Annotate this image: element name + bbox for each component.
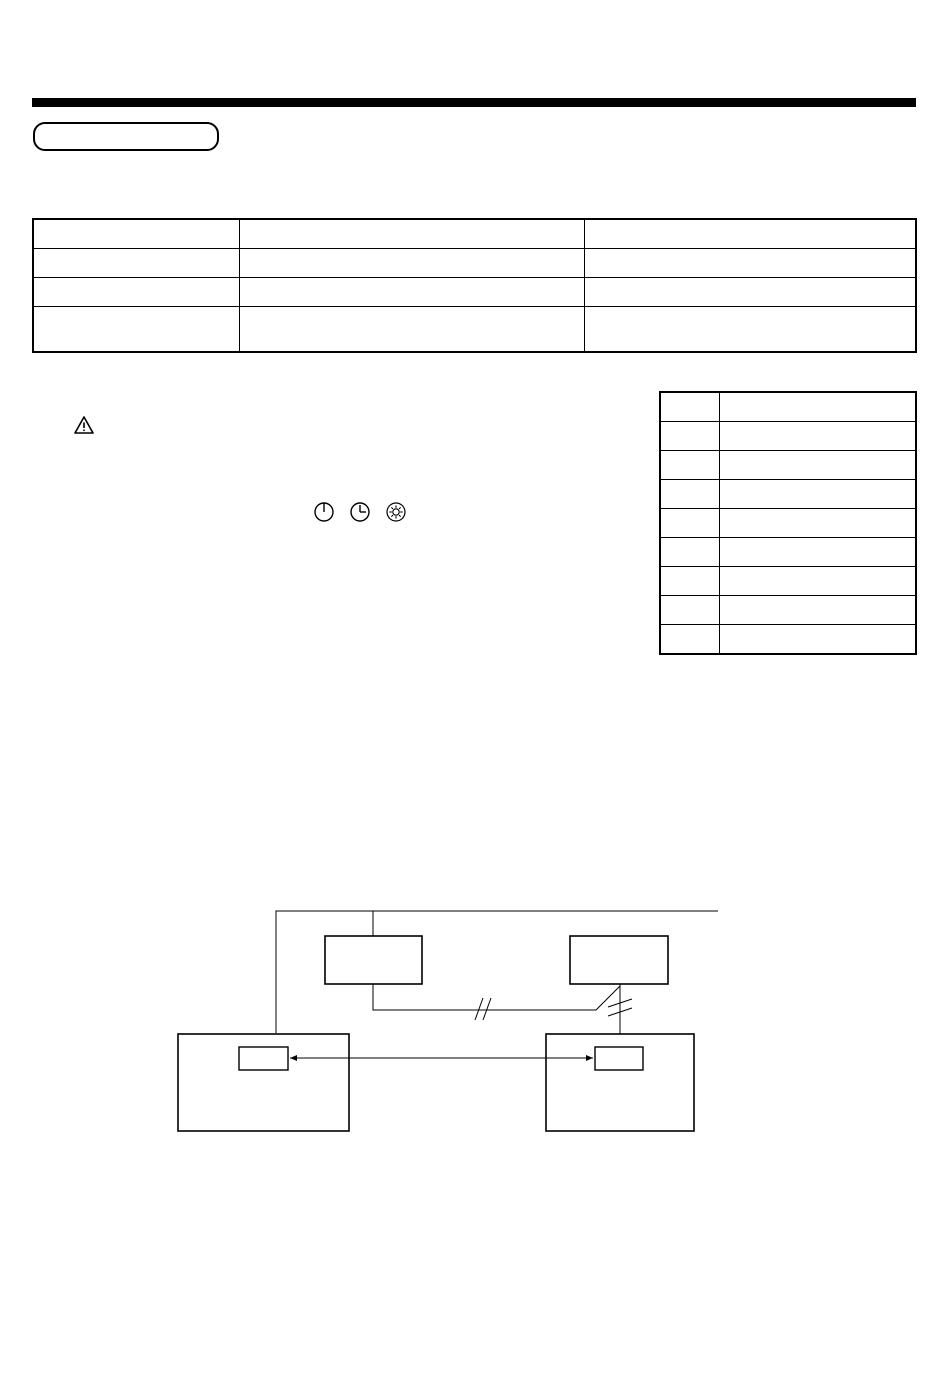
table-cell bbox=[240, 307, 585, 353]
table-row bbox=[660, 625, 916, 655]
table-cell bbox=[240, 278, 585, 307]
table-cell bbox=[660, 480, 720, 509]
table-cell bbox=[720, 596, 917, 625]
table-cell bbox=[660, 392, 720, 422]
table-cell bbox=[660, 422, 720, 451]
table-cell bbox=[660, 567, 720, 596]
table-cell bbox=[33, 219, 240, 249]
table-cell bbox=[585, 219, 917, 249]
code-table bbox=[659, 391, 917, 655]
table-cell bbox=[720, 451, 917, 480]
table-cell bbox=[33, 249, 240, 278]
table-cell bbox=[720, 538, 917, 567]
table-cell bbox=[240, 249, 585, 278]
table-row bbox=[660, 422, 916, 451]
table-cell bbox=[720, 480, 917, 509]
table-row bbox=[660, 509, 916, 538]
table-row bbox=[660, 480, 916, 509]
table-cell bbox=[660, 509, 720, 538]
table-cell bbox=[33, 307, 240, 353]
table-cell bbox=[660, 596, 720, 625]
top-rule bbox=[32, 98, 916, 107]
table-row bbox=[33, 278, 916, 307]
table-row bbox=[33, 249, 916, 278]
mode-icons bbox=[313, 501, 413, 523]
spec-table bbox=[32, 218, 917, 353]
unit-top-right bbox=[570, 936, 668, 984]
table-cell bbox=[720, 509, 917, 538]
table-row bbox=[660, 596, 916, 625]
table-row bbox=[660, 451, 916, 480]
section-tab bbox=[33, 122, 219, 151]
wiring-diagram bbox=[170, 905, 730, 1140]
terminal-right bbox=[595, 1047, 643, 1070]
table-cell bbox=[660, 625, 720, 655]
power-icon bbox=[313, 501, 335, 523]
interconnect-line bbox=[373, 984, 620, 1010]
table-cell bbox=[585, 249, 917, 278]
table-cell bbox=[585, 307, 917, 353]
table-row bbox=[660, 567, 916, 596]
table-cell bbox=[720, 422, 917, 451]
table-row bbox=[33, 219, 916, 249]
table-row bbox=[33, 307, 916, 353]
table-row bbox=[660, 538, 916, 567]
table-cell bbox=[33, 278, 240, 307]
unit-top-left bbox=[325, 936, 422, 984]
table-cell bbox=[660, 451, 720, 480]
break-mark bbox=[475, 998, 483, 1020]
timer-icon bbox=[349, 501, 371, 523]
table-cell bbox=[720, 567, 917, 596]
table-row bbox=[660, 392, 916, 422]
table-cell bbox=[720, 392, 917, 422]
break-mark bbox=[483, 998, 491, 1020]
sun-icon bbox=[385, 501, 407, 523]
terminal-left bbox=[239, 1047, 288, 1070]
table-cell bbox=[240, 219, 585, 249]
table-cell bbox=[660, 538, 720, 567]
table-cell bbox=[720, 625, 917, 655]
table-cell bbox=[585, 278, 917, 307]
warning-triangle-icon bbox=[73, 415, 95, 435]
